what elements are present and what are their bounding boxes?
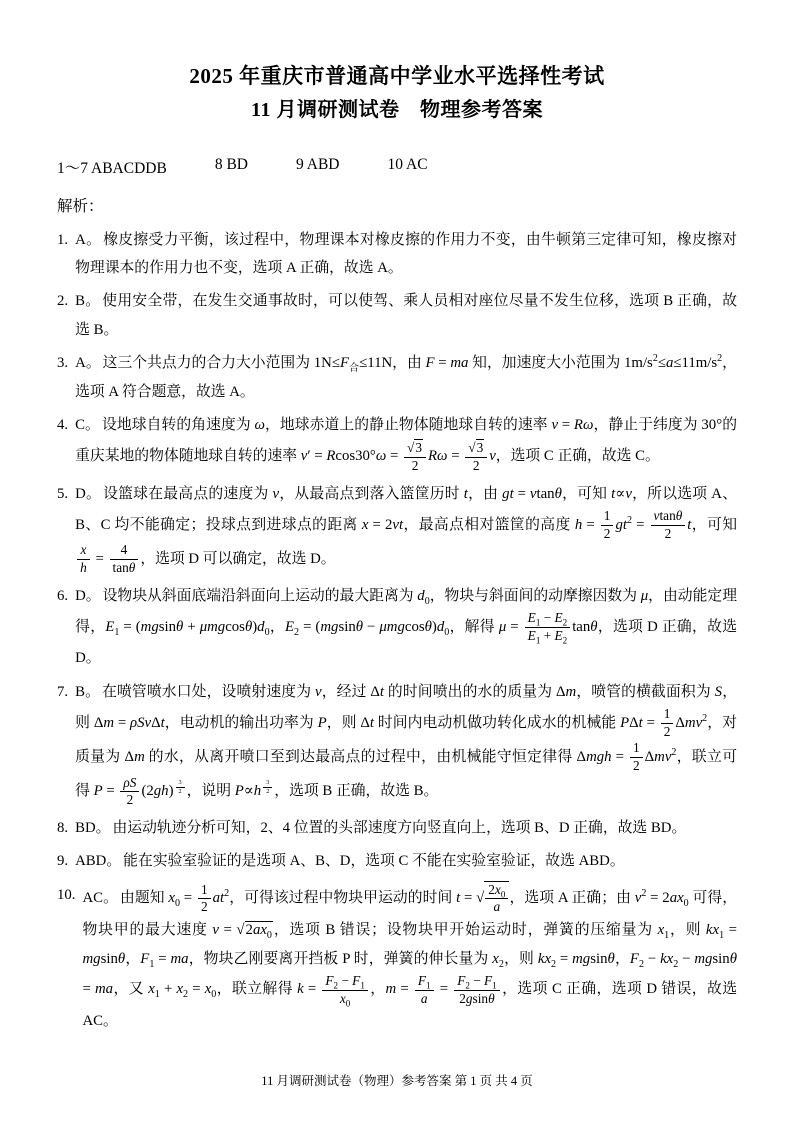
item-answer: D。 <box>75 485 102 502</box>
solution-item <box>57 814 737 842</box>
analysis-heading: 解析： <box>57 197 104 215</box>
solution-item <box>57 881 737 1036</box>
item-answer: D。 <box>75 587 101 604</box>
answer-key-line <box>57 156 737 178</box>
item-number: 6. <box>57 587 69 604</box>
solution-item <box>57 678 737 809</box>
item-body <box>75 349 737 406</box>
answer-key-q1-7: 1～7 ABACDDB <box>57 159 167 177</box>
item-body <box>75 411 737 475</box>
item-answer: C。 <box>75 417 100 434</box>
solution-item <box>57 582 737 673</box>
item-answer: B。 <box>75 683 101 700</box>
item-answer: AC。 <box>82 890 119 907</box>
item-number: 3. <box>57 355 69 372</box>
item-body <box>75 582 737 673</box>
solution-item <box>57 287 737 344</box>
item-explanation: 在喷管喷水口处，设喷射速度为 v，经过 Δt 的时间喷出的水的质量为 Δm，喷管的横截面积为 S，则 Δm = ρSvΔt，电动机的输出功率为 P，则 Δt 时间内电动机做功转化成水的机械能 PΔt = $\frac{1}{2}$ Δmv$^2$，对质量为 Δm 的水，从离开喷口至到达最高点的过程中，由机械能守恒定律得 Δmgh = $\frac{1}{2}$ Δmv$^2$，联立可得 P = $\frac{\rho S}{2}$ (2gh) $^{\frac{3}{2}}$ ，说明 P∝h $^{\frac{3}{2}}$ ，选项 B 正确，故选 B。 <box>75 683 738 808</box>
item-number: 2. <box>57 293 69 310</box>
item-body <box>75 287 737 344</box>
item-explanation: 能在实验室验证的是选项 A、B、D，选项 C 不能在实验室验证，故选 ABD。 <box>123 853 625 870</box>
document-title-line2: 11 月调研测试卷 物理参考答案 <box>251 98 543 121</box>
item-explanation: 使用安全带，在发生交通事故时，可以使驾、乘人员相对座位尽量不发生位移，选项 B 正确，故选 B。 <box>75 293 737 338</box>
item-number: 7. <box>57 683 69 700</box>
solution-item <box>57 226 737 283</box>
item-body <box>83 881 738 1036</box>
item-explanation: 橡皮擦受力平衡，该过程中，物理课本对橡皮擦的作用力不变，由牛顿第三定律可知，橡皮擦对物理课本的作用力也不变，选项 A 正确，故选 A。 <box>75 231 737 276</box>
item-explanation: 设篮球在最高点的速度为 v，从最高点到落入篮筐历时 t，由 gt = vtanθ，可知 t∝v，所以选项 A、B、C 均不能确定；投球点到进球点的距离 x = 2vt，最高点相对篮筐的高度 h = $\frac{1}{2}$ $gt^2$ = $\frac{vtan\theta}{2}$ t，可知 $\frac{x}{h}$ = $\frac{4}{\tan\theta}$ ，选项 D 可以确定，故选 D。 <box>75 485 738 576</box>
answer-key-q9: 9 ABD <box>295 155 340 173</box>
document-title-line1: 2025 年重庆市普通高中学业水平选择性考试 <box>189 64 605 88</box>
item-number: 9. <box>57 853 69 870</box>
item-answer: A。 <box>75 355 101 372</box>
solutions-list <box>57 226 737 1036</box>
item-number: 1. <box>57 231 69 248</box>
item-body <box>75 847 737 875</box>
item-explanation: 由运动轨迹分析可知，2、4 位置的头部速度方向竖直向上，选项 B、D 正确，故选 BD。 <box>112 820 687 837</box>
solution-item <box>57 480 737 577</box>
solution-item <box>57 847 737 875</box>
solution-item <box>57 349 737 406</box>
item-number: 8. <box>57 820 69 837</box>
item-explanation: 设物块从斜面底端沿斜面向上运动的最大距离为 $d_0$，物块与斜面间的动摩擦因数为 μ，由动能定理得，$E_1 = (mgsin\theta + \mu mgcos\theta)d_0$，$E_2 = (mgsin\theta - \mu mgcos\theta)d_0$，解得 μ = $\frac{E_1 - E_2}{E_1 + E_2}$ tanθ，选项 D 正确，故选 D。 <box>75 587 738 667</box>
item-body <box>75 814 737 842</box>
item-answer: B。 <box>75 293 101 310</box>
item-number: 5. <box>57 485 69 502</box>
item-explanation: 由题知 $x_0$ = $\frac{1}{2}$ $at^2$，可得该过程中物块甲运动的时间 t = √ $\frac{2x_0}{a}$ ，选项 A 正确；由 $v^2 = 2ax_0$ 可得，物块甲的最大速度 $v = √2ax_0$，选项 B 错误；设物块甲开始运动时，弹簧的压缩量为 $x_1$，则 $kx_1 = mgsin\theta$，$F_1$ = ma，物块乙刚要离开挡板 P 时，弹簧的伸长量为 $x_2$，则 $kx_2 = mgsin\theta$，$F_2 - kx_2 - mgsin\theta$ = ma，又 $x_1 + x_2 = x_0$，联立解得 k = $\frac{F_2 - F_1}{x_0}$ ，m = $\frac{F_1}{a}$ = $\frac{F_2 - F_1}{2gsin\theta}$ ，选项 C 正确，选项 D 错误，故选 AC。 <box>82 881 738 1030</box>
item-number: 10. <box>57 886 76 903</box>
item-body <box>75 678 737 809</box>
item-explanation: 这三个共点力的合力大小范围为 $1N\le F_合\le 11N$，由 F = ma 知，加速度大小范围为 $1m/s^2\le a\le 11m/s^2$，选项 A 符合题意，故选 A。 <box>75 353 737 400</box>
item-answer: ABD。 <box>75 853 122 870</box>
item-body <box>75 226 737 283</box>
solution-item <box>57 411 737 475</box>
item-answer: A。 <box>75 231 102 248</box>
answer-key-q10: 10 AC <box>387 155 428 173</box>
answer-key-q8: 8 BD <box>214 155 248 173</box>
item-body <box>75 480 737 577</box>
item-explanation: 设地球自转的角速度为 ω，地球赤道上的静止物体随地球自转的速率 v = Rω，静止于纬度为 30°的重庆某地的物体随地球自转的速率 v′ = Rcos30°ω = $\frac{√3}{2}$ Rω = $\frac{√3}{2}$ v，选项 C 正确，故选 C。 <box>75 417 737 474</box>
item-number: 4. <box>57 417 69 434</box>
page-footer: 11 月调研测试卷（物理）参考答案 第 1 页 共 4 页 <box>261 1074 533 1088</box>
item-answer: BD。 <box>75 820 111 837</box>
